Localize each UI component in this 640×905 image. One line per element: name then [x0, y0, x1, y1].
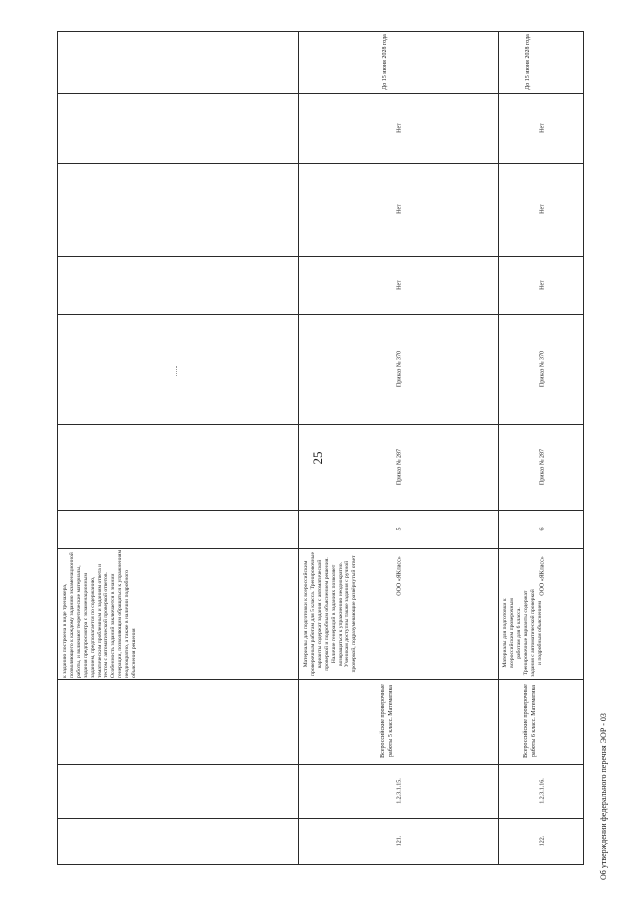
column-separator [57, 818, 584, 819]
column-separator [57, 163, 584, 164]
row-separator [498, 31, 499, 865]
row-121-number: 121. [396, 835, 403, 847]
row-122-deadline: До 15 июня 2028 года [525, 34, 531, 90]
row-121-code: 1.2.3.1.15. [396, 778, 403, 804]
continuation-deadline: До 15 июня 2028 года [382, 34, 388, 90]
column-separator [57, 424, 584, 425]
table-border-bottom [57, 864, 584, 865]
table-border-left [57, 31, 58, 865]
row-122-flag-2: Нет [539, 204, 546, 214]
row-122-flag-3: Нет [539, 123, 546, 133]
scan-mark [176, 366, 179, 376]
row-121-flag-2: Нет [396, 204, 403, 214]
column-separator [57, 510, 584, 511]
row-121-vendor: ООО «ЯКласс» [396, 556, 403, 596]
continuation-description: к заданию построена в виде тренажера, позволяющего к каждому заданию экзаменационной работы, и включают теоретические материалы, задания предпросмотра с экзаменационным заданием, предполагается по содержанию, тематическим проблемным и заданиям ответа и тестом с автоматической проверкой ответов. Особенность заданий заключается в знании генерации, позволяющим обращаться к упражнениям неоднократно, а также в наличии подробного объяснения решения [62, 550, 138, 678]
table-border-right [583, 31, 584, 865]
page-footer: Об утверждении федерального перечня ЭОР - 03 [599, 713, 608, 880]
row-121-name: Всероссийские проверочные работы 5 класс. Математика [380, 684, 394, 758]
column-separator [57, 256, 584, 257]
row-121-grade: 5 [396, 527, 403, 531]
row-122-number: 122. [539, 835, 546, 847]
row-122-name: Всероссийские проверочные работы 6 класс. Математика [523, 684, 537, 758]
table-border-top [57, 31, 584, 32]
row-121-description: Материалы для подготовки к всероссийским проверочным работам для 5 класса. Тренировочные варианты содержат задания с автоматической проверкой и подробным объяснением решения. Наличие генераций в заданиях позволяет возвращаться к упражнению неоднократно. Ученикам доступны также задания с ручной проверкой, подразумевающие развёрнутый ответ [303, 552, 358, 676]
column-separator [57, 764, 584, 765]
row-122-flag-1: Нет [539, 280, 546, 290]
row-121-order-287: Приказ № 287 [396, 448, 403, 486]
column-separator [57, 314, 584, 315]
row-121-flag-3: Нет [396, 123, 403, 133]
row-122-code: 1.2.3.1.16. [539, 778, 546, 804]
row-121-order-370: Приказ № 370 [396, 350, 403, 388]
row-122-order-287: Приказ № 287 [539, 448, 546, 486]
row-122-grade: 6 [539, 527, 546, 531]
column-separator [57, 93, 584, 94]
row-122-vendor: ООО «ЯКласс» [539, 556, 546, 596]
column-separator [57, 548, 584, 549]
row-121-flag-1: Нет [396, 280, 403, 290]
row-separator [298, 31, 299, 865]
column-separator [57, 679, 584, 680]
page-number: 25 [310, 451, 325, 465]
row-122-description: Материалы для подготовки к всероссийским проверочным работам для 6 класса. Тренировочные варианты содержат задания с автоматической проверкой и подробным объяснением [502, 589, 543, 677]
row-122-order-370: Приказ № 370 [539, 350, 546, 388]
